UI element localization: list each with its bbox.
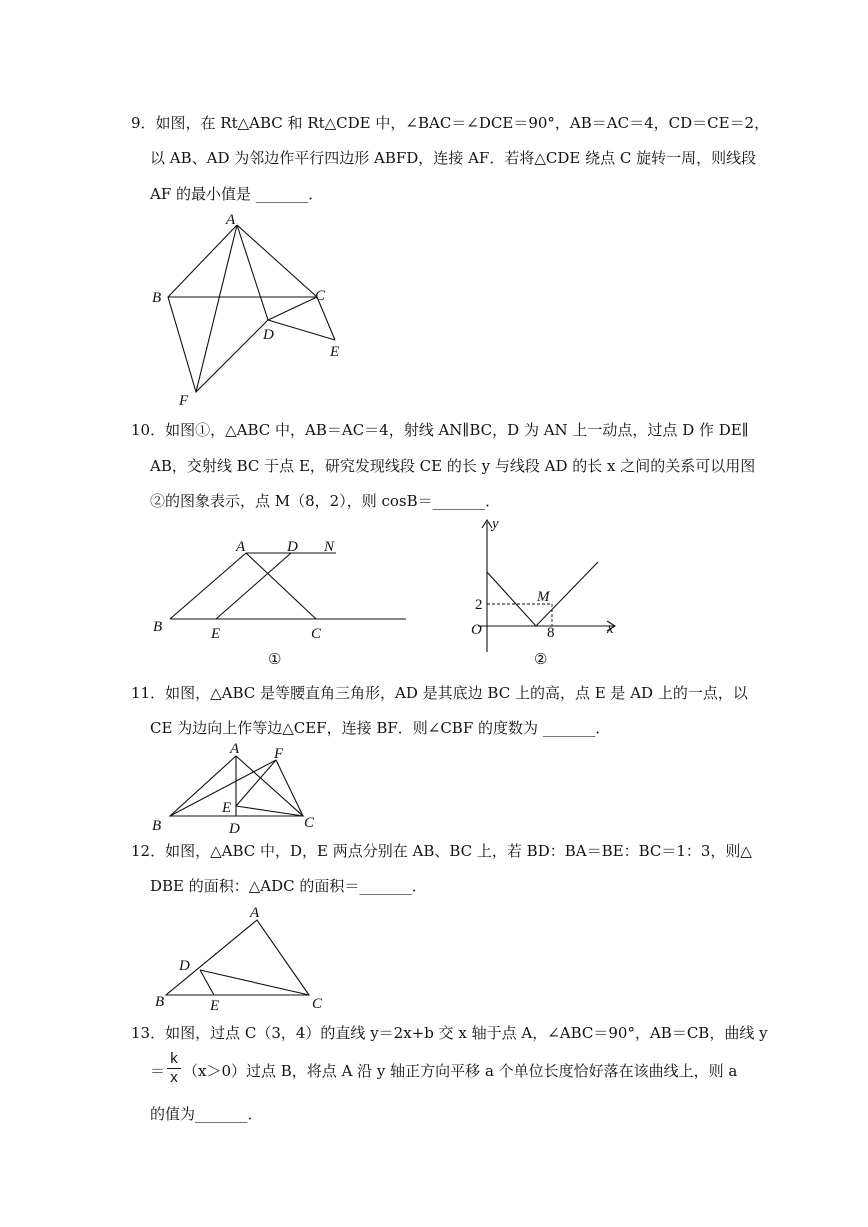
q10-figure-1 bbox=[148, 530, 413, 670]
q10-line-1: 10．如图①，△ABC 中，AB＝AC＝4，射线 AN∥BC，D 为 AN 上一动点，过点 D 作 DE∥ bbox=[131, 421, 749, 439]
q11-label-f: F bbox=[274, 746, 284, 762]
q13-line-2-pre: ＝ bbox=[150, 1062, 166, 1080]
q10-fig2-caption: ② bbox=[534, 652, 548, 668]
q11-figure bbox=[145, 738, 325, 838]
q11-label-b: B bbox=[152, 818, 162, 834]
q10-fig1-label-b: B bbox=[153, 619, 163, 635]
q13-line-3: 的值为_______． bbox=[150, 1105, 263, 1123]
q13-line-1: 13．如图，过点 C（3，4）的直线 y＝2x+b 交 x 轴于点 A，∠ABC＝90°，AB＝CB，曲线 y bbox=[131, 1024, 768, 1042]
q9-line-3: AF 的最小值是 _______． bbox=[150, 185, 324, 203]
q10-fig1-caption: ① bbox=[268, 652, 282, 668]
q10-fig1-label-d: D bbox=[287, 539, 298, 555]
q10-figure-2 bbox=[465, 512, 625, 672]
q9-line-1: 9．如图，在 Rt△ABC 和 Rt△CDE 中，∠BAC＝∠DCE＝90°，AB＝AC＝4，CD＝CE＝2， bbox=[131, 114, 770, 132]
q12-label-c: C bbox=[312, 996, 323, 1012]
q9-label-c: C bbox=[315, 288, 326, 304]
q10-fig1-label-a: A bbox=[236, 539, 246, 555]
q12-label-d: D bbox=[179, 958, 190, 974]
q9-label-b: B bbox=[152, 290, 162, 306]
q10-fig2-label-2: 2 bbox=[475, 597, 483, 613]
q10-line-3: ②的图象表示，点 M（8，2），则 cosB＝_______． bbox=[150, 492, 501, 510]
q10-fig1-label-e: E bbox=[211, 626, 221, 642]
q12-label-a: A bbox=[250, 905, 260, 921]
q13-line-2-post: （x＞0）过点 B，将点 A 沿 y 轴正方向平移 a 个单位长度恰好落在该曲线上，则 a bbox=[183, 1062, 738, 1080]
q9-figure bbox=[145, 205, 365, 415]
q10-fig2-label-o: O bbox=[471, 622, 482, 638]
q12-label-b: B bbox=[155, 994, 165, 1010]
q10-line-2: AB，交射线 BC 于点 E，研究发现线段 CE 的长 y 与线段 AD 的长 x 之间的关系可以用图 bbox=[150, 457, 756, 475]
q9-label-d: D bbox=[263, 327, 274, 343]
q11-label-c: C bbox=[304, 815, 315, 831]
q13-fraction-numerator: k bbox=[170, 1050, 178, 1067]
q10-fig1-label-c: C bbox=[311, 626, 322, 642]
q10-fig2-label-y: y bbox=[492, 516, 499, 532]
q9-line-2: 以 AB、AD 为邻边作平行四边形 ABFD，连接 AF．若将△CDE 绕点 C 旋转一周，则线段 bbox=[150, 149, 757, 167]
q13-fraction bbox=[167, 1050, 181, 1087]
q12-line-2: DBE 的面积：△ADC 的面积＝_______． bbox=[150, 877, 427, 895]
q10-fig1-label-n: N bbox=[324, 539, 335, 555]
q11-line-2: CE 为边向上作等边△CEF，连接 BF．则∠CBF 的度数为 _______． bbox=[150, 719, 611, 737]
q10-fig2-label-x: x bbox=[607, 621, 614, 637]
q11-label-d: D bbox=[229, 821, 240, 837]
q9-label-a: A bbox=[226, 212, 236, 228]
q12-label-e: E bbox=[210, 998, 220, 1014]
q10-fig2-label-m: M bbox=[537, 589, 550, 605]
q9-label-e: E bbox=[330, 344, 340, 360]
q9-label-f: F bbox=[179, 393, 189, 409]
q10-fig2-label-8: 8 bbox=[547, 625, 555, 641]
q12-line-1: 12．如图，△ABC 中，D，E 两点分别在 AB、BC 上，若 BD：BA＝BE：BC＝1：3，则△ bbox=[131, 842, 752, 860]
q11-label-e: E bbox=[222, 800, 232, 816]
q13-fraction-denominator: x bbox=[170, 1069, 178, 1086]
q12-figure bbox=[145, 900, 330, 1015]
q11-line-1: 11．如图，△ABC 是等腰直角三角形，AD 是其底边 BC 上的高，点 E 是 AD 上的一点，以 bbox=[131, 684, 748, 702]
q11-label-a: A bbox=[230, 741, 240, 757]
